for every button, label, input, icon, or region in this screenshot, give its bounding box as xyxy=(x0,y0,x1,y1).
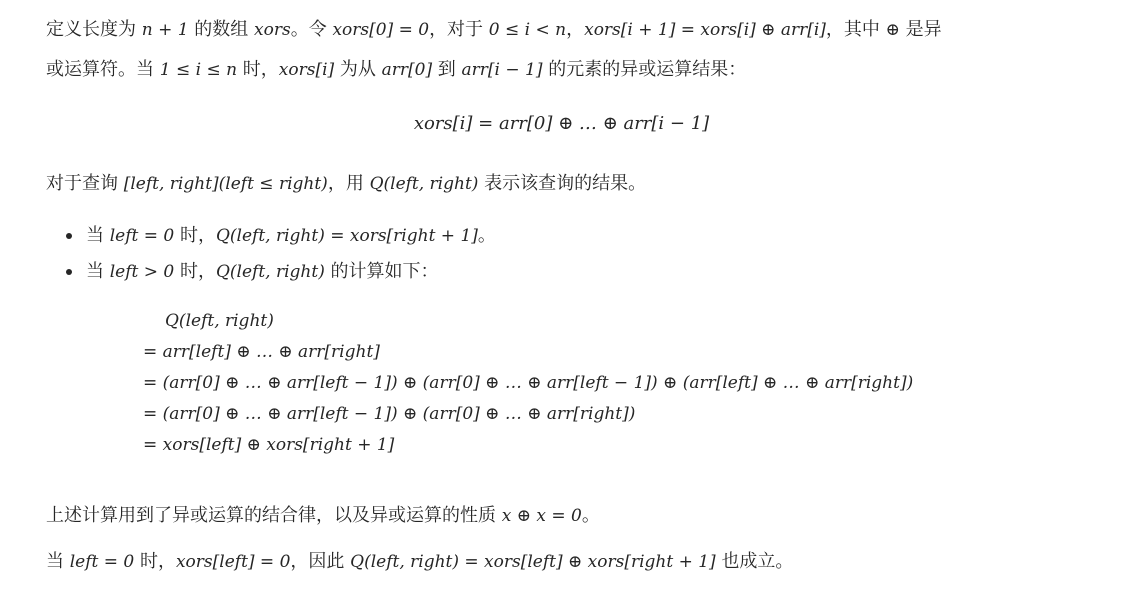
bullet-item-left-positive xyxy=(66,254,496,290)
inline-text: 到 xyxy=(432,59,462,80)
inline-math: 0 ≤ i < n xyxy=(488,20,567,40)
inline-math: arr[i − 1] xyxy=(461,60,543,80)
inline-math: x ⊕ x = 0 xyxy=(501,506,582,526)
inline-math: left = 0 xyxy=(69,552,135,572)
inline-math: 1 ≤ i ≤ n xyxy=(159,60,238,80)
inline-math: n + 1 xyxy=(141,20,189,40)
bullet-dot xyxy=(66,269,72,275)
inline-text: 时， xyxy=(134,551,176,572)
inline-text: ， xyxy=(566,19,585,40)
inline-text: 。 xyxy=(581,505,600,526)
inline-text: 是异 xyxy=(899,19,942,40)
inline-math: Q(left, right) xyxy=(369,174,479,194)
inline-text: 。 xyxy=(477,225,496,246)
inline-text: 上述计算用到了异或运算的结合律，以及异或运算的性质 xyxy=(46,505,502,526)
inline-math: Q(left, right) = xors[right + 1] xyxy=(215,226,478,246)
paragraph-xors-definition-line-2 xyxy=(46,53,746,87)
paragraph-query-definition xyxy=(46,167,646,201)
inline-math: xors[0] = 0 xyxy=(332,20,430,40)
inline-math: Q(left, right) = xors[left] ⊕ xors[right + 1] xyxy=(350,552,716,572)
paragraph-xors-definition-line-1 xyxy=(46,13,942,47)
inline-math: Q(left, right) xyxy=(215,262,325,282)
inline-text: 当 xyxy=(86,225,110,246)
inline-math: [left, right](left ≤ right) xyxy=(123,174,328,194)
inline-text: 对于查询 xyxy=(46,173,124,194)
inline-text: ，用 xyxy=(327,173,370,194)
derivation-head: Q(left, right) xyxy=(165,311,274,331)
inline-math: xors[left] = 0 xyxy=(175,552,291,572)
inline-text: ，其中 xyxy=(825,19,886,40)
inline-text: 时， xyxy=(174,225,216,246)
inline-text: 或运算符。当 xyxy=(46,59,160,80)
derivation-step: = (arr[0] ⊕ … ⊕ arr[left − 1]) ⊕ (arr[0] ⊕ … ⊕ arr[right]) xyxy=(143,404,636,424)
inline-math: ⊕ xyxy=(885,20,900,40)
inline-text: 当 xyxy=(86,261,110,282)
bullet-text xyxy=(86,254,439,290)
derivation-step: = (arr[0] ⊕ … ⊕ arr[left − 1]) ⊕ (arr[0] ⊕ … ⊕ arr[left − 1]) ⊕ (arr[left] ⊕ … ⊕ arr[right]) xyxy=(143,373,914,393)
derivation-block xyxy=(143,306,913,461)
inline-text: 。令 xyxy=(290,19,333,40)
inline-text: 时， xyxy=(174,261,216,282)
inline-text: 当 xyxy=(46,551,70,572)
inline-text: 定义长度为 xyxy=(46,19,142,40)
bullet-dot xyxy=(66,233,72,239)
inline-math: xors xyxy=(254,20,291,40)
paragraph-xor-properties xyxy=(46,499,600,533)
inline-text: 也成立。 xyxy=(715,551,794,572)
bullet-list xyxy=(66,218,496,290)
inline-math: left > 0 xyxy=(109,262,175,282)
inline-math: xors[i] xyxy=(278,60,335,80)
inline-text: 为从 xyxy=(334,59,382,80)
bullet-item-left-zero xyxy=(66,218,496,254)
derivation-step: = xors[left] ⊕ xors[right + 1] xyxy=(143,435,395,455)
inline-math: xors[i + 1] = xors[i] ⊕ arr[i] xyxy=(584,20,826,40)
inline-text: 表示该查询的结果。 xyxy=(478,173,647,194)
paragraph-left-zero-case xyxy=(46,545,793,579)
inline-math: left = 0 xyxy=(109,226,175,246)
inline-text: ，因此 xyxy=(290,551,351,572)
inline-text: ，对于 xyxy=(429,19,489,40)
inline-math: arr[0] xyxy=(381,60,433,80)
inline-text: 的计算如下： xyxy=(324,261,439,282)
inline-text: 的数组 xyxy=(188,19,255,40)
derivation-step: = arr[left] ⊕ … ⊕ arr[right] xyxy=(143,342,380,362)
inline-text: 的元素的异或运算结果： xyxy=(542,59,747,80)
bullet-text xyxy=(86,218,496,254)
display-formula-xors: xors[i] = arr[0] ⊕ … ⊕ arr[i − 1] xyxy=(413,113,710,134)
inline-text: 时， xyxy=(237,59,279,80)
